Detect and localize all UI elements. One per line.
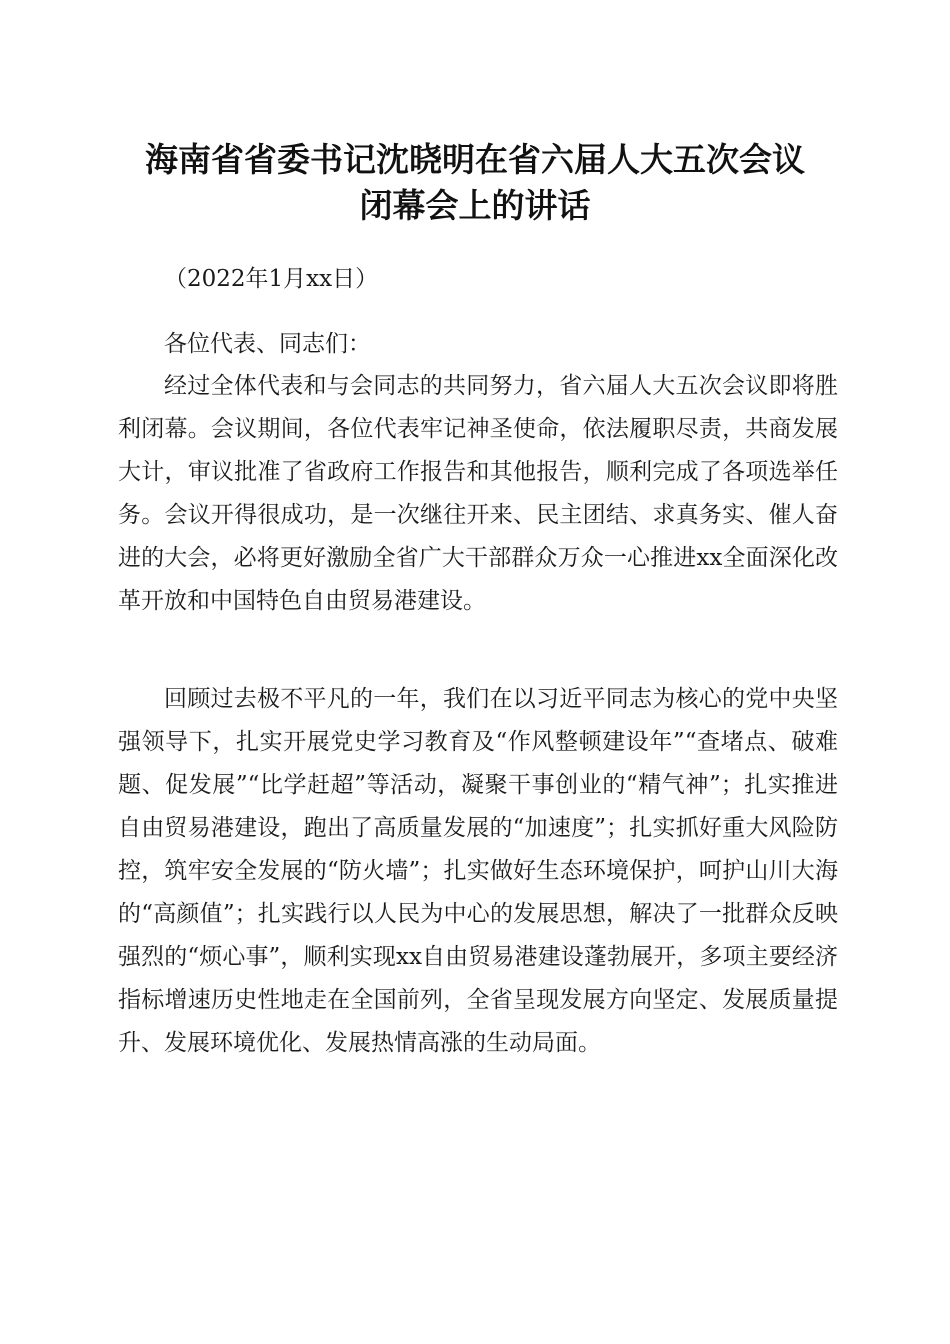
salutation: 各位代表、同志们：	[164, 331, 371, 357]
paragraph-2: 回顾过去极不平凡的一年，我们在以习近平同志为核心的党中央坚强领导下，扎实开展党史学习教育及“作风整顿建设年”“查堵点、破难题、促发展”“比学赶超”等活动，凝聚干事创业的“精气神”；扎实推进自由贸易港建设，跑出了高质量发展的“加速度”；扎实抓好重大风险防控，筑牢安全发展的“防火墙”；扎实做好生态环境保护，呵护山川大海的“高颜值”；扎实践行以人民为中心的发展思想，解决了一批群众反映强烈的“烦心事”，顺利实现xx自由贸易港建设蓬勃展开，多项主要经济指标增速历史性地走在全国前列，全省呈现发展方向坚定、发展质量提升、发展环境优化、发展热情高涨的生动局面。	[118, 686, 838, 1056]
document-title-line-2: 闭幕会上的讲话	[359, 186, 591, 225]
document-date: （2022年1月xx日）	[164, 266, 379, 292]
paragraph-1: 经过全体代表和与会同志的共同努力，省六届人大五次会议即将胜利闭幕。会议期间，各位代表牢记神圣使命，依法履职尽责，共商发展大计，审议批准了省政府工作报告和其他报告，顺利完成了各项选举任务。会议开得很成功，是一次继往开来、民主团结、求真务实、催人奋进的大会，必将更好激励全省广大干部群众万众一心推进xx全面深化改革开放和中国特色自由贸易港建设。	[118, 373, 838, 614]
document-title-line-1: 海南省省委书记沈晓明在省六届人大五次会议	[145, 140, 805, 179]
